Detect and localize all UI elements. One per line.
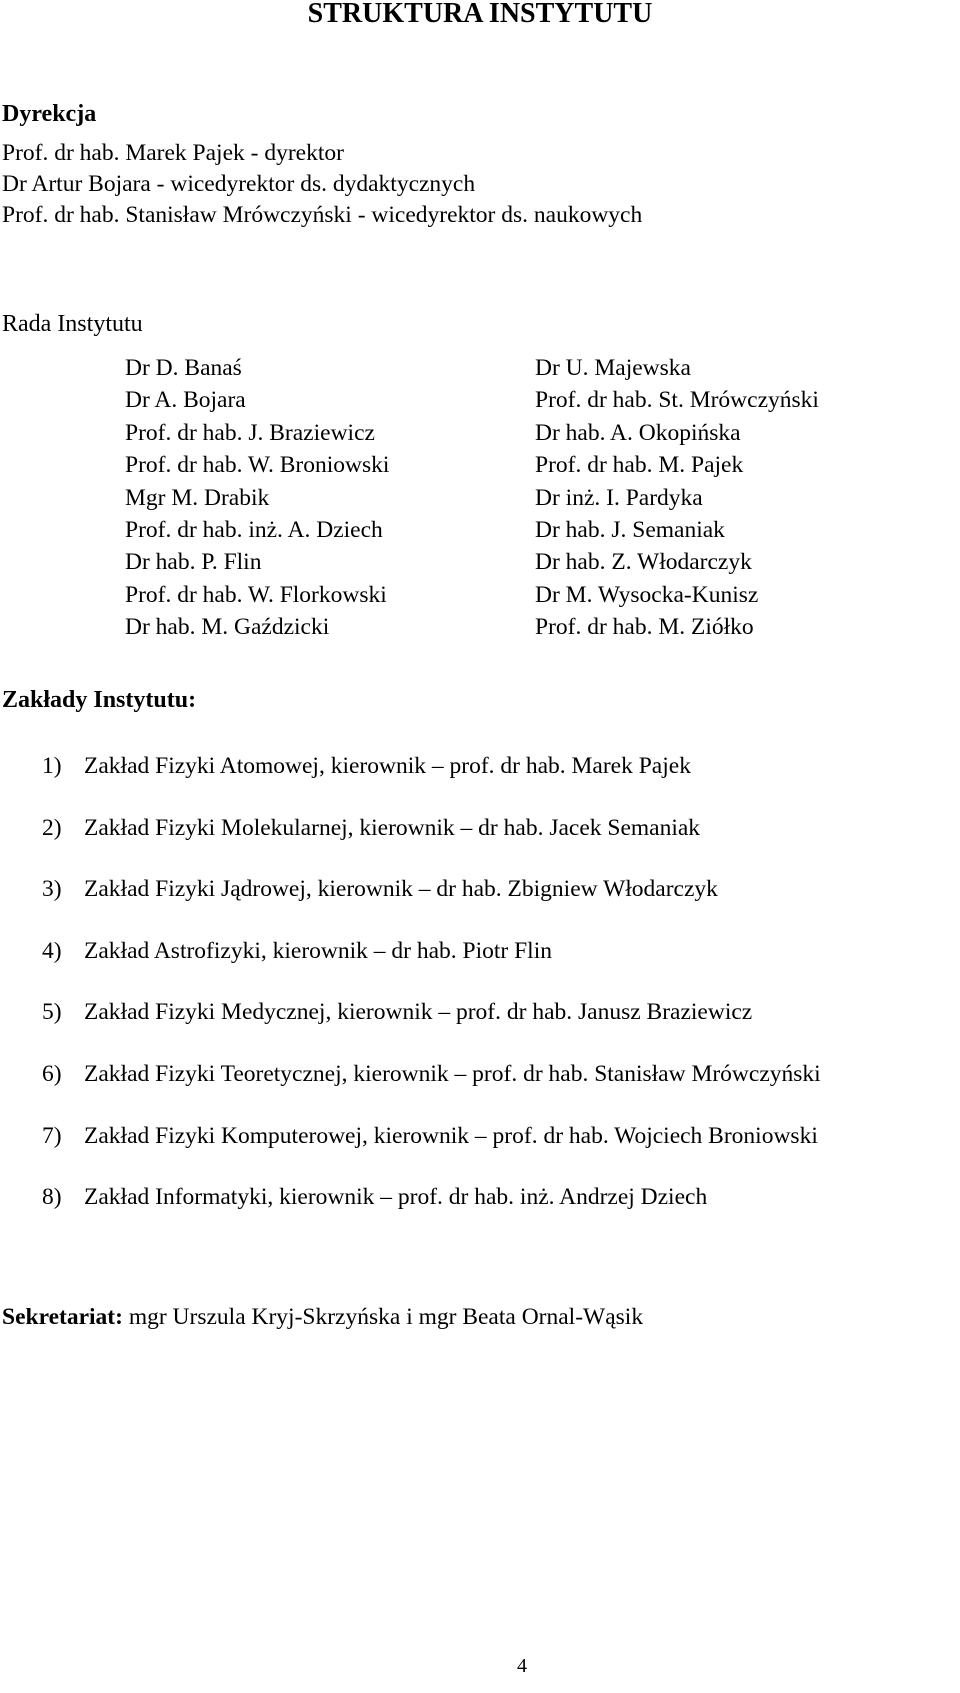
council-member: Dr hab. P. Flin xyxy=(125,549,262,576)
council-member: Prof. dr hab. M. Pajek xyxy=(535,452,744,479)
council-heading xyxy=(2,310,143,338)
page-number: 4 xyxy=(517,1655,527,1677)
department-number: 3) xyxy=(42,876,62,902)
council-member: Dr hab. A. Okopińska xyxy=(535,419,741,446)
department-number: 2) xyxy=(42,815,62,841)
department-text: Zakład Informatyki, kierownik – prof. dr hab. inż. Andrzej Dziech xyxy=(84,1184,708,1210)
council-member: Mgr M. Drabik xyxy=(125,484,270,511)
secretariat-text: mgr Urszula Kryj-Skrzyńska i mgr Beata Ornal-Wąsik xyxy=(122,1304,644,1330)
council-member: Dr hab. J. Semaniak xyxy=(535,516,725,543)
council-left-column xyxy=(125,352,389,644)
department-item xyxy=(42,752,691,780)
council-member: Prof. dr hab. W. Florkowski xyxy=(125,581,387,608)
department-text: Zakład Fizyki Molekularnej, kierownik – dr hab. Jacek Semaniak xyxy=(84,815,701,841)
department-item xyxy=(42,814,701,842)
council-member: Dr D. Banaś xyxy=(125,355,242,381)
secretariat-label: Sekretariat: xyxy=(2,1304,123,1330)
council-member: Dr U. Majewska xyxy=(535,355,691,381)
department-item xyxy=(42,875,718,903)
department-number: 8) xyxy=(42,1184,62,1210)
department-text: Zakład Fizyki Komputerowej, kierownik – prof. dr hab. Wojciech Broniowski xyxy=(84,1123,818,1149)
department-item xyxy=(42,1183,708,1211)
department-number: 7) xyxy=(42,1123,62,1149)
council-member: Dr hab. M. Gaździcki xyxy=(125,614,330,641)
council-member: Prof. dr hab. inż. A. Dziech xyxy=(125,516,383,543)
directorate-line: Prof. dr hab. Stanisław Mrówczyński - wicedyrektor ds. naukowych xyxy=(2,202,643,228)
department-item xyxy=(42,1122,818,1150)
department-number: 4) xyxy=(42,938,62,964)
department-text: Zakład Astrofizyki, kierownik – dr hab. Piotr Flin xyxy=(84,938,552,964)
council-member: Prof. dr hab. W. Broniowski xyxy=(125,452,390,479)
council-member: Prof. dr hab. J. Braziewicz xyxy=(125,419,375,446)
directorate-line: Prof. dr hab. Marek Pajek - dyrektor xyxy=(2,140,344,166)
council-member: Dr A. Bojara xyxy=(125,387,246,414)
department-item xyxy=(42,937,552,965)
council-right-column xyxy=(535,352,819,644)
secretariat xyxy=(2,1303,643,1331)
department-number: 6) xyxy=(42,1061,62,1087)
directorate-line: Dr Artur Bojara - wicedyrektor ds. dydaktycznych xyxy=(2,171,476,197)
department-number: 5) xyxy=(42,999,62,1025)
directorate-heading: Dyrekcja xyxy=(2,101,97,127)
department-item xyxy=(42,1060,821,1088)
council-member: Prof. dr hab. St. Mrówczyński xyxy=(535,387,819,414)
department-text: Zakład Fizyki Jądrowej, kierownik – dr hab. Zbigniew Włodarczyk xyxy=(84,876,718,902)
council-member: Dr hab. Z. Włodarczyk xyxy=(535,549,752,576)
department-text: Zakład Fizyki Teoretycznej, kierownik – prof. dr hab. Stanisław Mrówczyński xyxy=(84,1061,821,1087)
council-member: Dr M. Wysocka-Kunisz xyxy=(535,581,759,608)
council-heading-text: Rada Instytutu xyxy=(2,311,143,337)
department-number: 1) xyxy=(42,753,62,779)
department-item xyxy=(42,998,753,1026)
department-text: Zakład Fizyki Medycznej, kierownik – prof. dr hab. Janusz Braziewicz xyxy=(84,999,753,1025)
council-member: Dr inż. I. Pardyka xyxy=(535,484,703,511)
council-member: Prof. dr hab. M. Ziółko xyxy=(535,614,754,641)
department-text: Zakład Fizyki Atomowej, kierownik – prof. dr hab. Marek Pajek xyxy=(84,753,691,779)
page-title: STRUKTURA INSTYTUTU xyxy=(307,0,653,29)
departments-heading: Zakłady Instytutu: xyxy=(2,687,197,713)
